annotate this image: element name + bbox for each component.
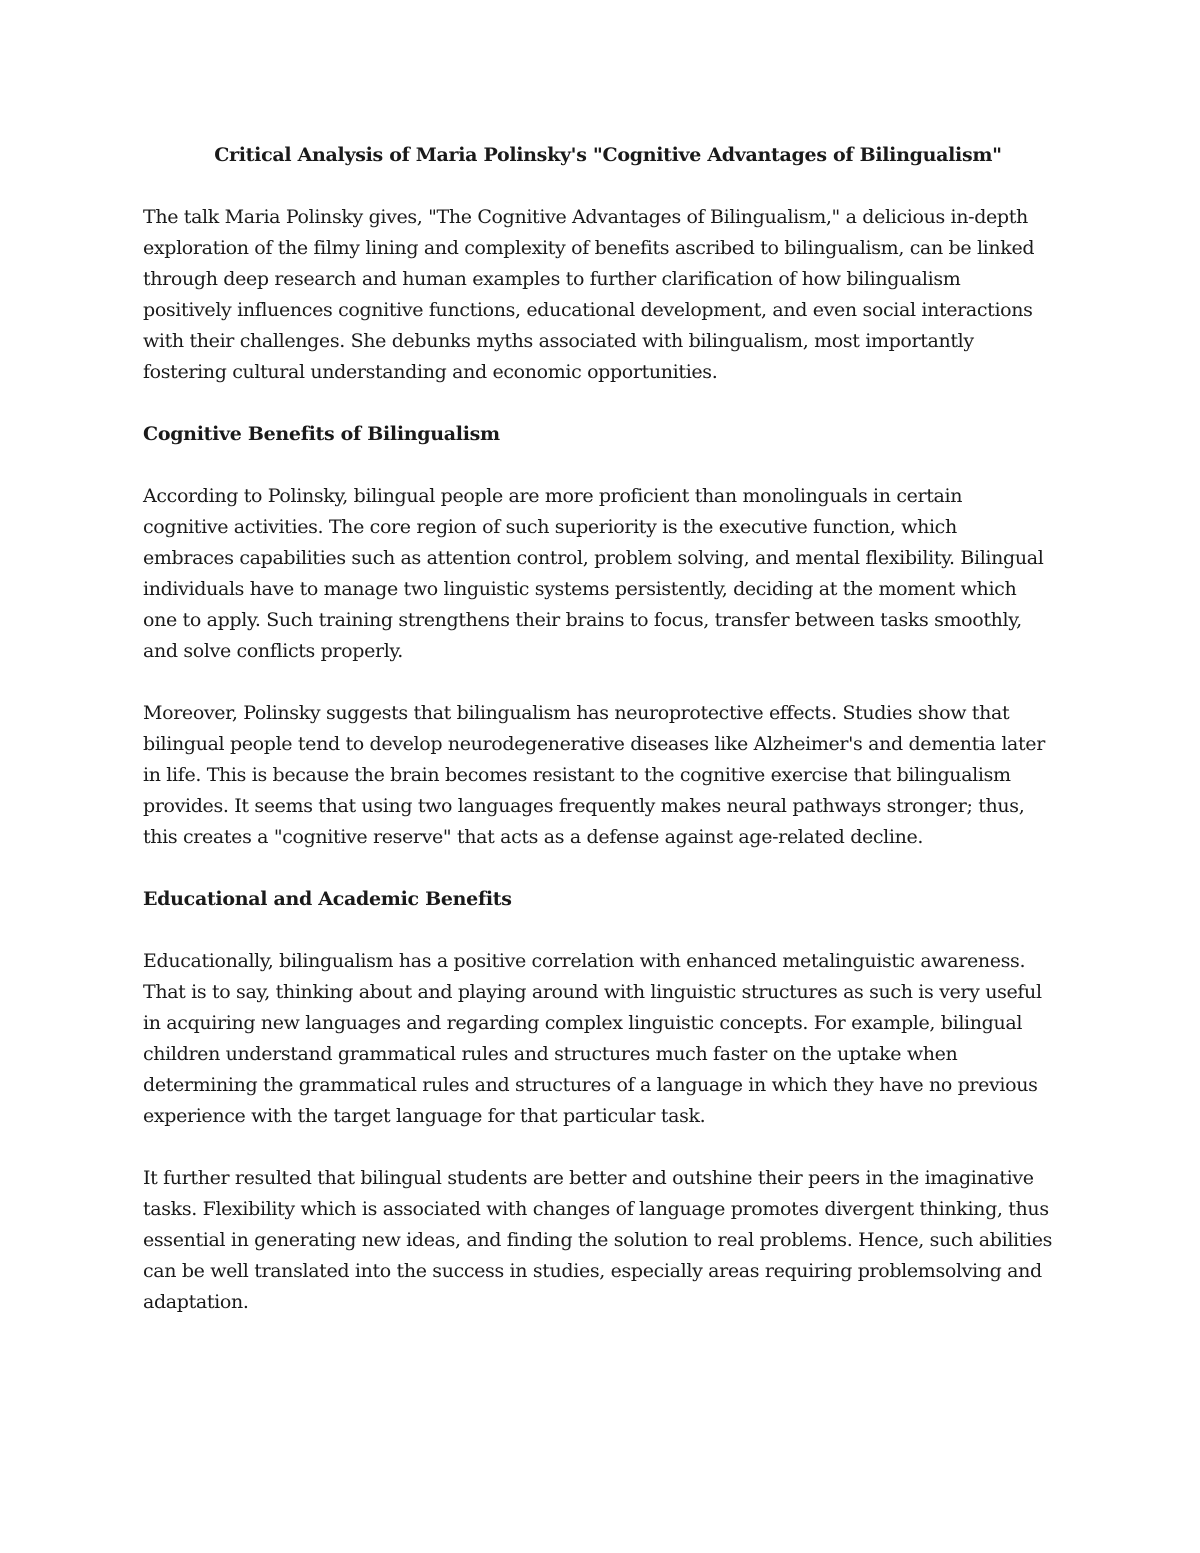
paragraph-line: provides. It seems that using two languages frequently makes neural pathways stronger; thus,: [143, 795, 1025, 817]
paragraph-line: cognitive activities. The core region of such superiority is the executive function, which: [143, 516, 957, 538]
paragraph-line: bilingual people tend to develop neurodegenerative diseases like Alzheimer's and dementia later: [143, 733, 1045, 755]
paragraph-line: with their challenges. She debunks myths associated with bilingualism, most importantly: [143, 330, 974, 352]
paragraph-line: in life. This is because the brain becomes resistant to the cognitive exercise that bilingualism: [143, 764, 1011, 786]
paragraph-line: That is to say, thinking about and playing around with linguistic structures as such is very useful: [143, 981, 1042, 1003]
document-page: [143, 140, 1073, 1349]
intro-paragraph: [143, 202, 1073, 388]
paragraph-line: According to Polinsky, bilingual people are more proficient than monolinguals in certain: [143, 485, 963, 507]
paragraph-line: positively influences cognitive functions, educational development, and even social interactions: [143, 299, 1033, 321]
paragraph-line: and solve conflicts properly.: [143, 640, 403, 662]
section-heading-cognitive-benefits: Cognitive Benefits of Bilingualism: [143, 423, 500, 445]
paragraph-line: embraces capabilities such as attention control, problem solving, and mental flexibility. Bilingual: [143, 547, 1044, 569]
cognitive-paragraph-2: [143, 698, 1073, 853]
paragraph-line: children understand grammatical rules and structures much faster on the uptake when: [143, 1043, 958, 1065]
paragraph-line: in acquiring new languages and regarding complex linguistic concepts. For example, bilingual: [143, 1012, 1023, 1034]
paragraph-line: The talk Maria Polinsky gives, "The Cognitive Advantages of Bilingualism," a delicious in-depth: [143, 206, 1028, 228]
document-title: Critical Analysis of Maria Polinsky's "Cognitive Advantages of Bilingualism": [214, 144, 1002, 166]
paragraph-line: It further resulted that bilingual students are better and outshine their peers in the imaginative: [143, 1167, 1034, 1189]
paragraph-line: experience with the target language for that particular task.: [143, 1105, 706, 1127]
paragraph-line: Moreover, Polinsky suggests that bilingualism has neuroprotective effects. Studies show that: [143, 702, 1010, 724]
section-heading-educational-benefits: Educational and Academic Benefits: [143, 888, 512, 910]
paragraph-line: this creates a "cognitive reserve" that acts as a defense against age-related decline.: [143, 826, 924, 848]
paragraph-line: through deep research and human examples to further clarification of how bilingualism: [143, 268, 961, 290]
cognitive-paragraph-1: [143, 481, 1073, 667]
paragraph-line: essential in generating new ideas, and finding the solution to real problems. Hence, such abilities: [143, 1229, 1053, 1251]
paragraph-line: fostering cultural understanding and economic opportunities.: [143, 361, 718, 383]
educational-paragraph-1: [143, 946, 1073, 1132]
paragraph-line: Educationally, bilingualism has a positive correlation with enhanced metalinguistic awareness.: [143, 950, 1026, 972]
paragraph-line: one to apply. Such training strengthens their brains to focus, transfer between tasks smoothly,: [143, 609, 1022, 631]
paragraph-line: individuals have to manage two linguistic systems persistently, deciding at the moment which: [143, 578, 1017, 600]
educational-paragraph-2: [143, 1163, 1073, 1318]
paragraph-line: adaptation.: [143, 1291, 249, 1313]
paragraph-line: can be well translated into the success in studies, especially areas requiring problemsolving and: [143, 1260, 1042, 1282]
paragraph-line: tasks. Flexibility which is associated with changes of language promotes divergent thinking, thus: [143, 1198, 1049, 1220]
paragraph-line: exploration of the filmy lining and complexity of benefits ascribed to bilingualism, can be linked: [143, 237, 1035, 259]
paragraph-line: determining the grammatical rules and structures of a language in which they have no previous: [143, 1074, 1038, 1096]
